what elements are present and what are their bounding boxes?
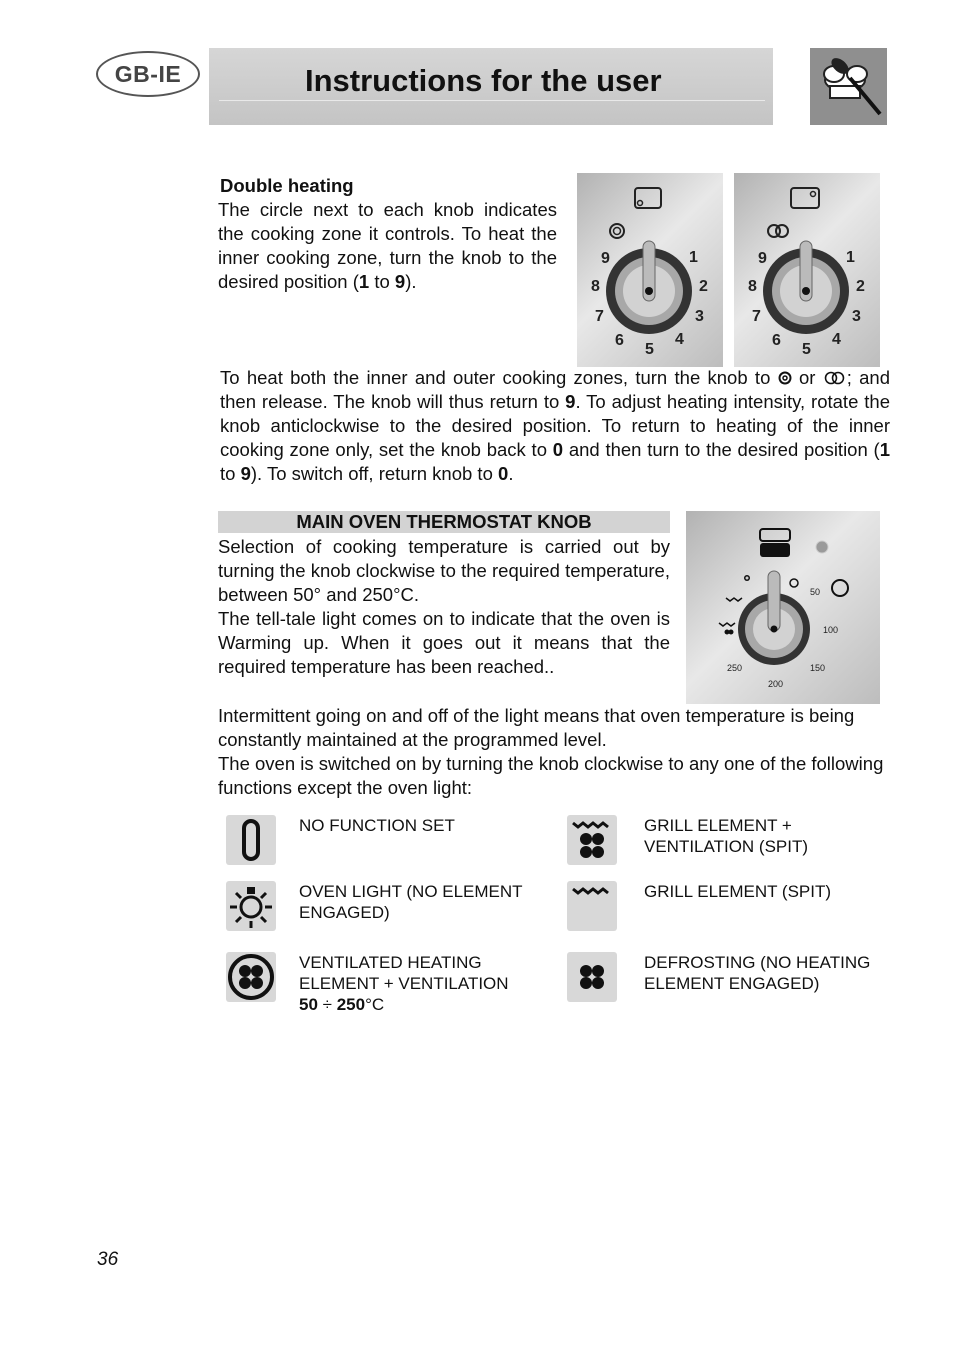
knob1-num-4: 4	[675, 331, 684, 348]
fan-icon	[567, 952, 617, 1002]
scale-250: 250	[727, 663, 743, 673]
knob2-num-6: 6	[772, 332, 781, 349]
knob1-num-3: 3	[695, 308, 704, 325]
thermostat-text: Selection of cooking temperature is carried out by turning the knob clockwise to the required temperature, between 50° and 250°C. The tell-tale light comes on to indicate that the oven is Warming up. When it goes out it means that the required temperature has been reached..	[218, 536, 670, 677]
thermostat-heading: MAIN OVEN THERMOSTAT KNOB	[218, 511, 670, 533]
knob1-num-1: 1	[689, 249, 698, 266]
thermostat-text-2: Intermittent going on and off of the light means that oven temperature is being constantly maintained at the programmed level. The oven is switched on by turning the knob clockwise to any one of the following functions except the oven light:	[218, 705, 884, 798]
knob2-num-7: 7	[752, 308, 761, 325]
function-label-ventilated: VENTILATED HEATING ELEMENT + VENTILATION 50 ÷ 250°C	[299, 953, 509, 1014]
double-heating-heading: Double heating	[220, 175, 354, 196]
knob2-num-8: 8	[748, 278, 757, 295]
scale-50: 50	[810, 587, 821, 597]
function-label: NO FUNCTION SET	[299, 816, 455, 835]
knob2-num-4: 4	[832, 331, 841, 348]
inner-zone-symbol-icon	[778, 367, 792, 388]
knob1-num-2: 2	[699, 278, 708, 295]
knob2-num-9: 9	[758, 250, 767, 267]
fan-ring-icon	[226, 952, 276, 1002]
scale-100: 100	[823, 625, 839, 635]
header-rule	[219, 100, 765, 101]
knob2-num-5: 5	[802, 341, 811, 358]
grill-icon	[567, 881, 617, 931]
function-label: GRILL ELEMENT + VENTILATION (SPIT)	[644, 816, 809, 856]
grill-fan-icon	[567, 815, 617, 865]
zero-icon	[226, 815, 276, 865]
function-label: DEFROSTING (NO HEATING ELEMENT ENGAGED)	[644, 953, 871, 993]
double-heating-text: The circle next to each knob indicates the cooking zone it controls. To heat the inner cooking zone, turn the knob to the desired position (1 to 9).	[218, 199, 557, 292]
double-zone-symbol-icon	[823, 367, 847, 388]
page-number: 36	[97, 1249, 119, 1270]
page-header	[209, 48, 773, 125]
knob1-num-6: 6	[615, 332, 624, 349]
scale-150: 150	[810, 663, 826, 673]
knob-outer-zone-image	[734, 173, 880, 367]
function-label: GRILL ELEMENT (SPIT)	[644, 882, 832, 901]
region-badge	[96, 51, 200, 97]
knob1-num-9: 9	[601, 250, 610, 267]
page-title: Instructions for the user	[305, 63, 662, 98]
knob1-num-7: 7	[595, 308, 604, 325]
lamp-icon	[226, 881, 276, 931]
knob1-num-5: 5	[645, 341, 654, 358]
knob2-num-1: 1	[846, 249, 855, 266]
knob1-num-8: 8	[591, 278, 600, 295]
scale-200: 200	[768, 679, 784, 689]
chef-hat-spoon-icon	[810, 48, 887, 125]
knob-inner-zone-image	[577, 173, 723, 367]
thermostat-knob-image	[686, 511, 880, 704]
knob2-num-3: 3	[852, 308, 861, 325]
function-label: OVEN LIGHT (NO ELEMENT ENGAGED)	[299, 882, 523, 922]
knob2-num-2: 2	[856, 278, 865, 295]
double-heating-text-2: To heat both the inner and outer cooking zones, turn the knob to or ; and then release. The knob will thus return to 9. To adjust heating intensity, rotate the knob anticlockwise to the desired position. To return to heating of the inner cooking zone only, set the knob back to 0 and then turn to the desired position (1 to 9). To switch off, return knob to 0.	[220, 367, 891, 484]
region-badge-text: GB-IE	[114, 60, 182, 87]
